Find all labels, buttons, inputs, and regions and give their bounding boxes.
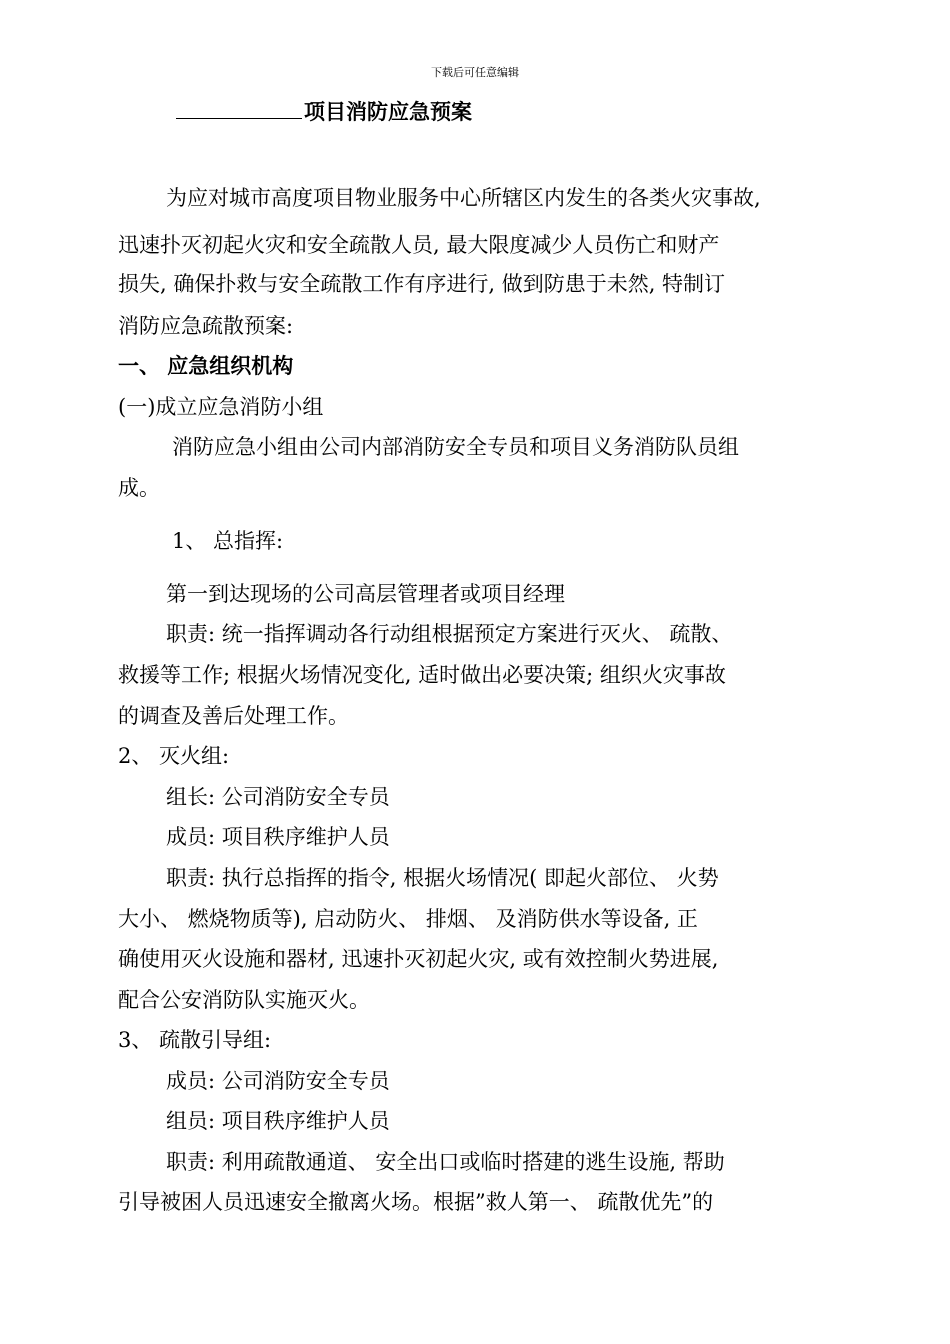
- paragraph-line: 第一到达现场的公司高层管理者或项目经理: [166, 582, 565, 606]
- paragraph-line: 大小、 燃烧物质等), 启动防火、 排烟、 及消防供水等设备, 正: [118, 907, 698, 931]
- header-note: 下载后可任意编辑: [431, 66, 519, 79]
- paragraph-line: 引导被困人员迅速安全撤离火场。根据”救人第一、 疏散优先”的: [118, 1190, 714, 1214]
- paragraph-line: 为应对城市高度项目物业服务中心所辖区内发生的各类火灾事故,: [166, 186, 761, 210]
- document-title: [176, 98, 472, 126]
- paragraph-line: 消防应急疏散预案:: [118, 314, 294, 338]
- paragraph-line: 确使用灭火设施和器材, 迅速扑灭初起火灾, 或有效控制火势进展,: [118, 947, 719, 971]
- paragraph-line: 迅速扑灭初起火灾和安全疏散人员, 最大限度减少人员伤亡和财产: [118, 233, 720, 257]
- paragraph-line: 职责: 统一指挥调动各行动组根据预定方案进行灭火、 疏散、: [166, 622, 733, 646]
- paragraph-line: 的调查及善后处理工作。: [118, 704, 349, 728]
- paragraph-line: 配合公安消防队实施灭火。: [118, 988, 370, 1012]
- paragraph-line: 成员: 公司消防安全专员: [166, 1069, 390, 1093]
- item-heading: 3、 疏散引导组:: [118, 1028, 272, 1052]
- paragraph-line: 成。: [118, 476, 160, 500]
- section-heading: 一、 应急组织机构: [118, 353, 294, 378]
- subsection-heading: (一)成立应急消防小组: [118, 395, 324, 419]
- paragraph-line: 组长: 公司消防安全专员: [166, 785, 390, 809]
- paragraph-line: 消防应急小组由公司内部消防安全专员和项目义务消防队员组: [172, 435, 739, 459]
- title-text: 项目消防应急预案: [304, 99, 472, 124]
- paragraph-line: 成员: 项目秩序维护人员: [166, 825, 390, 849]
- item-heading: 2、 灭火组:: [118, 744, 230, 768]
- paragraph-line: 职责: 利用疏散通道、 安全出口或临时搭建的逃生设施, 帮助: [166, 1150, 725, 1174]
- item-heading: 1、 总指挥:: [172, 529, 284, 553]
- paragraph-line: 损失, 确保扑救与安全疏散工作有序进行, 做到防患于未然, 特制订: [118, 272, 726, 296]
- paragraph-line: 救援等工作; 根据火场情况变化, 适时做出必要决策; 组织火灾事故: [118, 663, 726, 687]
- paragraph-line: 职责: 执行总指挥的指令, 根据火场情况( 即起火部位、 火势: [166, 866, 719, 890]
- paragraph-line: 组员: 项目秩序维护人员: [166, 1109, 390, 1133]
- title-blank-underline: [176, 98, 302, 119]
